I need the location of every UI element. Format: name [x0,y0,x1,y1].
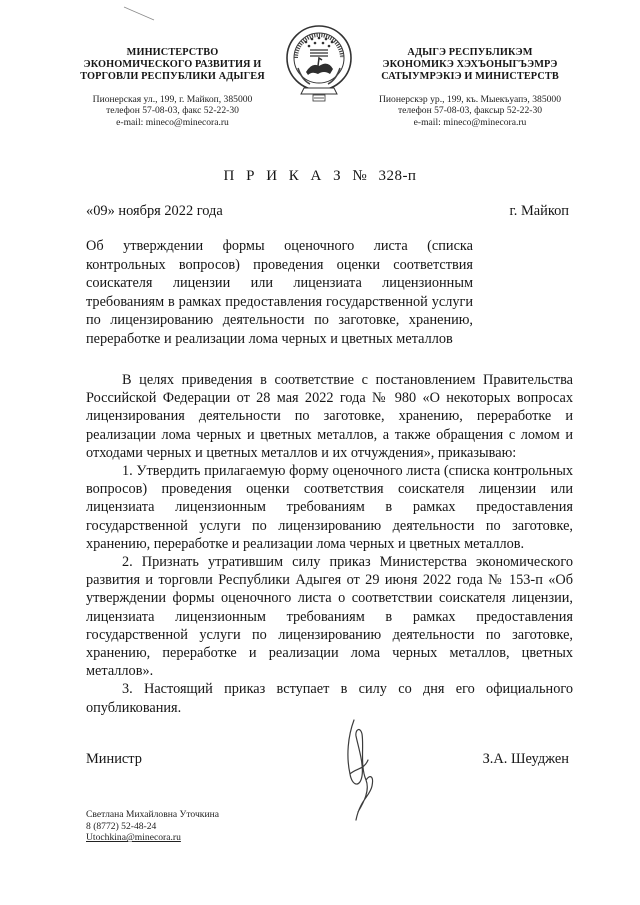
item-3-paragraph: 3. Настоящий приказ вступает в силу со дня его официального опубликования. [86,681,573,716]
contact-name: Светлана Михайловна Уточкина [86,809,219,820]
order-subject: Об утверждении формы оценочного листа (списка контрольных вопросов) проведения оценки соответствия соискателя лицензии или лицензиата лицензионным требованиям в рамках предоставления государственной услуги по лицензированию деятельности по заготовке, хранению, переработке и реализации лома черных и цветных металлов [86,238,473,347]
ministry-address: Пионерская ул., 199, г. Майкоп, 385000 [92,94,253,105]
ministry-name-adyghe-line-3: САТЫУМРЭКIЭ И МИНИСТЕРСТВ [381,71,559,82]
ministry-name-line-2: ЭКОНОМИЧЕСКОГО РАЗВИТИЯ И [83,59,262,70]
item-2-paragraph: 2. Признать утратившим силу приказ Министерства экономического развития и торговли Республики Адыгея от 29 июня 2022 года № 153-п «Об утверждении формы оценочного листа о соответствии соискателя лицензии, лицензиата лицензионным требованиям в рамках предоставления государственной услуги по лицензированию деятельности по заготовке, хранению, переработке и реализации лома черных металлов, цветных металлов». [86,554,573,680]
order-date: «09» ноября 2022 года [86,203,223,219]
signatory-position: Министр [86,751,142,767]
ministry-contacts [70,94,275,128]
ministry-email: e-mail: mineco@minecora.ru [116,116,229,128]
ministry-address-adyghe: Пионерскэр ур., 199, къ. Мыекъуапэ, 385000 [378,94,562,105]
signatory-name: З.А. Шеуджен [482,751,569,767]
item-1-paragraph: 1. Утвердить прилагаемую форму оценочного листа (списка контрольных вопросов) проведения оценки соответствия соискателя лицензии или лицензиата лицензионным требованиям в рамках предоставления государственной услуги по лицензированию деятельности по заготовке, хранению, переработке и реализации лома черных и цветных металлов. [86,463,573,552]
preamble-paragraph: В целях приведения в соответствие с постановлением Правительства Российской Федерации от 28 мая 2022 года № 980 «О некоторых вопросах лицензирования деятельности по заготовке, хранению, переработке и реализации лома черных и цветных металлов, а также обращения с ломом и отходами черных и цветных металлов и их отчуждения», приказываю: [86,372,573,461]
order-city: г. Майкоп [509,203,569,219]
handwritten-signature [330,716,390,826]
contact-person-block [86,809,219,844]
contact-phone: 8 (8772) 52-48-24 [86,820,157,832]
ministry-header-russian [70,47,275,128]
ministry-header-adyghe [365,47,575,128]
ministry-name-adyghe-line-2: ЭКОНОМИКЭ ХЭХЪОНЫГЪЭМРЭ [382,59,558,70]
ministry-phone-adyghe: телефон 57-08-03, факсыр 52-22-30 [397,105,543,117]
ministry-name-line-1: МИНИСТЕРСТВО [126,47,219,58]
order-title-label: П Р И К А З № [223,168,371,184]
ministry-contacts-adyghe [365,94,575,128]
contact-email: Utochkina@minecora.ru [86,832,181,844]
order-number: 328-п [378,168,417,184]
ministry-name-adyghe-line-1: АДЫГЭ РЕСПУБЛИКЭМ [407,47,533,58]
ministry-name-line-3: ТОРГОВЛИ РЕСПУБЛИКИ АДЫГЕЯ [80,71,265,82]
order-body [86,371,573,717]
ministry-email-adyghe: e-mail: mineco@minecora.ru [413,116,527,128]
order-title [0,168,640,185]
republic-of-adygea-coat-of-arms-icon [284,22,354,106]
ministry-phone: телефон 57-08-03, факс 52-22-30 [106,105,239,117]
scan-mark [120,4,160,24]
